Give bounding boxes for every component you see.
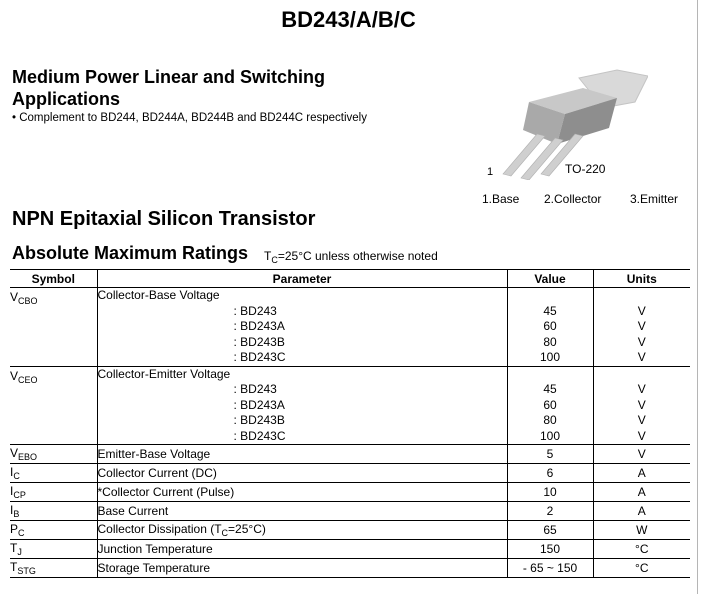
part-number: : BD243 bbox=[233, 382, 277, 396]
complement-bullet: • Complement to BD244, BD244A, BD244B and BD244C respectively bbox=[12, 112, 367, 124]
unit-cell: A bbox=[593, 502, 690, 521]
value-cell: 80 bbox=[543, 334, 557, 349]
unit-cell: A bbox=[593, 483, 690, 502]
device-heading: NPN Epitaxial Silicon Transistor bbox=[12, 208, 316, 230]
table-row bbox=[10, 540, 690, 559]
parameter-cell: Emitter-Base Voltage bbox=[97, 445, 507, 464]
parameter-cell bbox=[97, 366, 507, 445]
symbol-cell: $I_B$ bbox=[10, 502, 97, 521]
value-column bbox=[507, 366, 593, 445]
pin-label-base: 1.Base bbox=[482, 192, 520, 206]
symbol-cell: $I_{CP}$ bbox=[10, 483, 97, 502]
symbol-cell: $P_C$ bbox=[10, 521, 97, 540]
section-title: Absolute Maximum Ratings bbox=[12, 243, 249, 263]
value-cell: 80 bbox=[543, 413, 557, 427]
package-name: TO-220 bbox=[565, 162, 606, 176]
value-cell: 10 bbox=[507, 483, 593, 502]
unit-cell: V bbox=[637, 428, 646, 443]
value-cell: 5 bbox=[507, 445, 593, 464]
table-body bbox=[10, 288, 690, 578]
unit-cell: V bbox=[637, 303, 646, 318]
header-symbol: Symbol bbox=[10, 270, 97, 288]
table-row bbox=[10, 521, 690, 540]
part-number: : BD243C bbox=[233, 350, 286, 364]
symbol-cell: $V_{EBO}$ bbox=[10, 445, 97, 464]
part-number: : BD243B bbox=[233, 334, 285, 349]
pin1-marker: 1 bbox=[487, 166, 494, 178]
header-value: Value bbox=[507, 270, 593, 288]
parameter-cell: Storage Temperature bbox=[97, 559, 507, 578]
section-note: $T_C=25^\circ C$ unless otherwise noted bbox=[264, 249, 438, 265]
value-cell: - 65 ~ 150 bbox=[507, 559, 593, 578]
part-number: : BD243A bbox=[233, 319, 285, 333]
pin-label-emitter: 3.Emitter bbox=[630, 192, 679, 206]
pin-label-collector: 2.Collector bbox=[544, 192, 602, 206]
value-cell: 45 bbox=[543, 382, 557, 396]
unit-cell: A bbox=[593, 464, 690, 483]
value-cell: 150 bbox=[507, 540, 593, 559]
parameter-cell: Collector Dissipation $(T_C=25^\circ C)$ bbox=[97, 521, 507, 540]
table-row bbox=[10, 288, 690, 367]
parameter-cell: *Collector Current (Pulse) bbox=[97, 483, 507, 502]
subtitle: Medium Power Linear and Switching Applications bbox=[12, 67, 326, 109]
parameter-name: Collector-Base Voltage bbox=[97, 288, 220, 302]
unit-cell: V bbox=[637, 382, 646, 396]
header-parameter: Parameter bbox=[97, 270, 507, 288]
part-number: : BD243A bbox=[233, 397, 285, 412]
value-cell: 6 bbox=[507, 464, 593, 483]
value-column bbox=[507, 288, 593, 367]
parameter-cell: Base Current bbox=[97, 502, 507, 521]
page-edge-line bbox=[697, 0, 698, 594]
parameter-name: Collector-Emitter Voltage bbox=[97, 366, 231, 381]
value-cell: 60 bbox=[543, 397, 557, 412]
table-row bbox=[10, 464, 690, 483]
part-number: : BD243C bbox=[233, 428, 286, 443]
value-cell: 100 bbox=[539, 350, 561, 364]
unit-cell: V bbox=[637, 334, 646, 349]
header-units: Units bbox=[593, 270, 690, 288]
table-row bbox=[10, 502, 690, 521]
unit-cell: V bbox=[593, 445, 690, 464]
table-header-row bbox=[10, 270, 690, 288]
table-row bbox=[10, 559, 690, 578]
table-row bbox=[10, 366, 690, 445]
table-row bbox=[10, 445, 690, 464]
unit-column bbox=[593, 366, 690, 445]
symbol-cell: $I_C$ bbox=[10, 464, 97, 483]
symbol-cell: $V_{CBO}$ bbox=[10, 288, 97, 367]
unit-cell: V bbox=[637, 413, 646, 427]
part-number: : BD243 bbox=[233, 303, 277, 318]
unit-cell: V bbox=[637, 350, 646, 364]
parameter-cell: Junction Temperature bbox=[97, 540, 507, 559]
symbol-cell: $V_{CEO}$ bbox=[10, 366, 97, 445]
symbol-cell: $T_J$ bbox=[10, 540, 97, 559]
part-number: : BD243B bbox=[233, 413, 285, 427]
value-cell: 100 bbox=[539, 428, 561, 443]
unit-cell: W bbox=[593, 521, 690, 540]
unit-cell: °C bbox=[593, 559, 690, 578]
parameter-cell bbox=[97, 288, 507, 367]
unit-column bbox=[593, 288, 690, 367]
unit-cell: V bbox=[637, 319, 646, 333]
value-cell: 45 bbox=[543, 303, 557, 318]
value-cell: 65 bbox=[507, 521, 593, 540]
symbol-cell: $T_{STG}$ bbox=[10, 559, 97, 578]
parameter-cell: Collector Current (DC) bbox=[97, 464, 507, 483]
page-title: BD243/A/B/C bbox=[281, 7, 416, 32]
value-cell: 60 bbox=[543, 319, 557, 333]
table-row bbox=[10, 483, 690, 502]
unit-cell: V bbox=[637, 397, 646, 412]
ratings-table bbox=[10, 269, 690, 578]
unit-cell: °C bbox=[593, 540, 690, 559]
value-cell: 2 bbox=[507, 502, 593, 521]
